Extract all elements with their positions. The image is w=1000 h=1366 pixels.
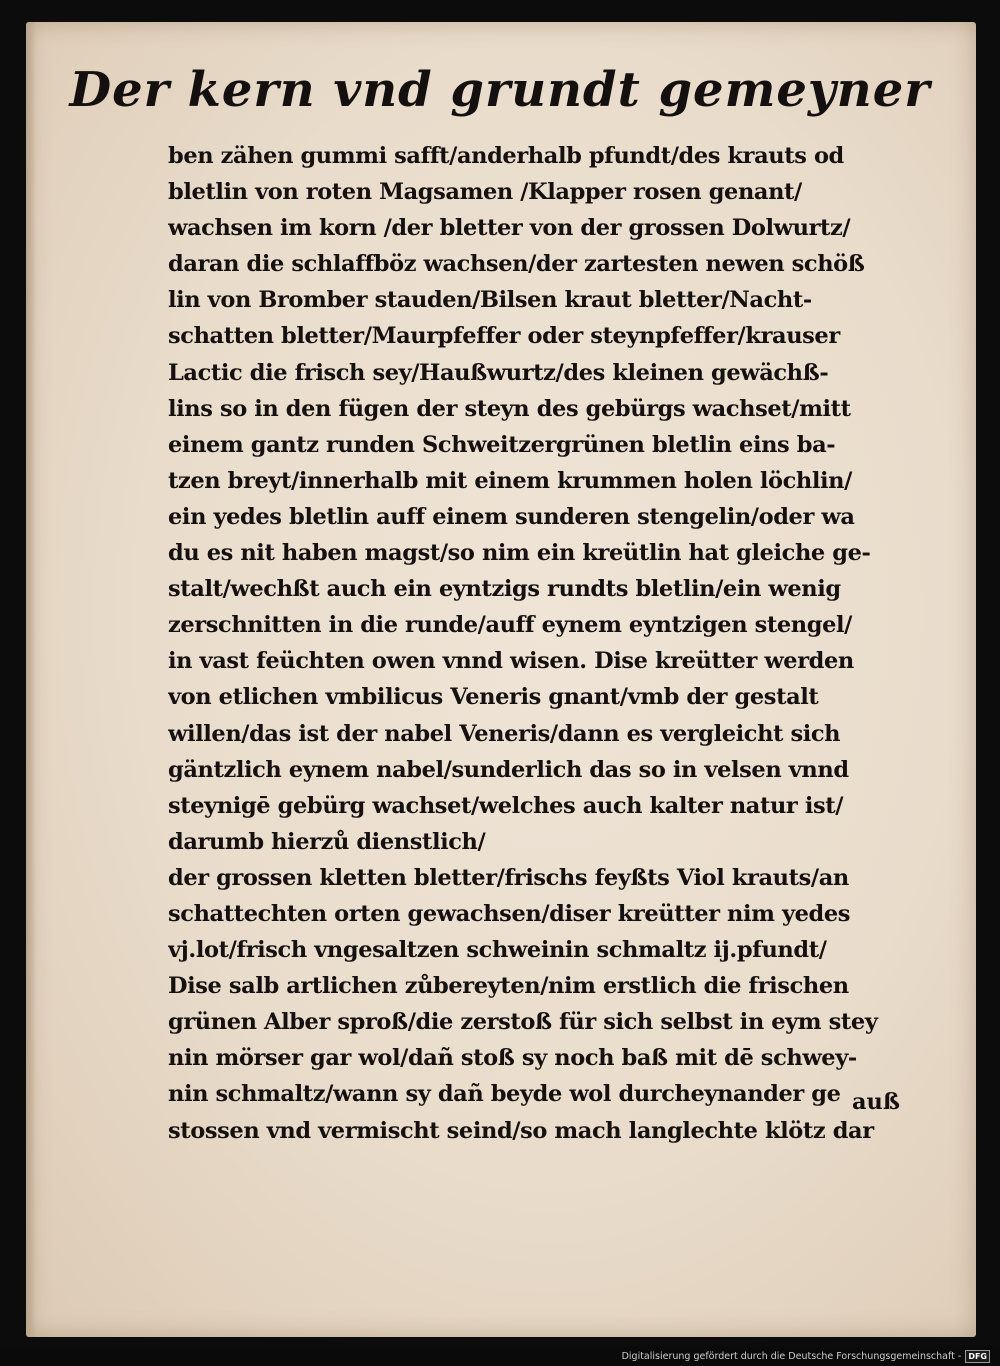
text-line: willen/das ist der nabel Veneris/dann es vergleicht sich [168, 720, 841, 747]
text-line: steynigē gebürg wachset/welches auch kalter natur ist/ [168, 792, 844, 819]
text-line: Dise salb artlichen zůbereyten/nim erstlich die frischen [168, 973, 849, 1000]
text-line: ein yedes bletlin auff einem sunderen stengelin/oder wa [168, 503, 855, 530]
text-line: wachsen im korn /der bletter von der grossen Dolwurtz/ [168, 215, 851, 242]
text-line: ben zähen gummi safft/anderhalb pfundt/des krauts od [168, 143, 844, 169]
catchword: auß [851, 1089, 900, 1115]
text-line: daran die schlaffböz wachsen/der zartesten newen schöß [168, 251, 865, 278]
body-text [168, 138, 908, 1149]
text-line: stalt/wechßt auch ein eyntzigs rundts bletlin/ein wenig [168, 576, 841, 603]
text-line: Lactic die frisch sey/Haußwurtz/des kleinen gewächß- [168, 359, 829, 386]
credit-text: Digitalisierung gefördert durch die Deutsche Forschungsgemeinschaft - [621, 1351, 962, 1362]
text-line: bletlin von roten Magsamen /Klapper rosen genant/ [168, 179, 802, 206]
text-line: gäntzlich eynem nabel/sunderlich das so in velsen vnnd [168, 756, 849, 783]
text-line: vj.lot/frisch vngesaltzen schweinin schmaltz ij.pfundt/ [168, 937, 827, 964]
running-head: Der kern vnd grundt gemeyner [69, 62, 931, 118]
text-line: der grossen kletten bletter/frischs feyßts Viol krauts/an [168, 864, 849, 891]
page-gutter-shadow [26, 22, 36, 1337]
text-line: von etlichen vmbilicus Veneris gnant/vmb der gestalt [168, 684, 819, 711]
text-line: stossen vnd vermischt seind/so mach langlechte klötz dar [168, 1117, 874, 1144]
text-line: einem gantz runden Schweitzergrünen bletlin eins ba- [168, 431, 836, 458]
text-line: nin schmaltz/wann sy dañ beyde wol durcheynander ge [168, 1081, 841, 1108]
text-line: schattechten orten gewachsen/diser kreütter nim yedes [168, 900, 851, 927]
text-line: in vast feüchten owen vnnd wisen. Dise kreütter werden [168, 648, 854, 675]
text-line: grünen Alber sproß/die zerstoß für sich selbst in eym stey [168, 1009, 878, 1036]
text-line: schatten bletter/Maurpfeffer oder steynpfeffer/krauser [168, 323, 840, 350]
text-line: lin von Bromber stauden/Bilsen kraut bletter/Nacht- [168, 287, 812, 314]
text-line: nin mörser gar wol/dañ stoß sy noch baß mit dē schwey- [168, 1045, 857, 1072]
text-line: lins so in den fügen der steyn des gebürgs wachset/mitt [168, 395, 851, 422]
text-line: tzen breyt/innerhalb mit einem krummen holen löchlin/ [168, 467, 852, 494]
text-line: darumb hierzů dienstlich/ [168, 828, 486, 855]
text-line: zerschnitten in die runde/auff eynem eyntzigen stengel/ [168, 612, 852, 639]
text-line: du es nit haben magst/so nim ein kreütlin hat gleiche ge- [168, 540, 871, 567]
dfg-logo-icon: DFG [965, 1350, 990, 1363]
digitization-credit [622, 1350, 990, 1363]
